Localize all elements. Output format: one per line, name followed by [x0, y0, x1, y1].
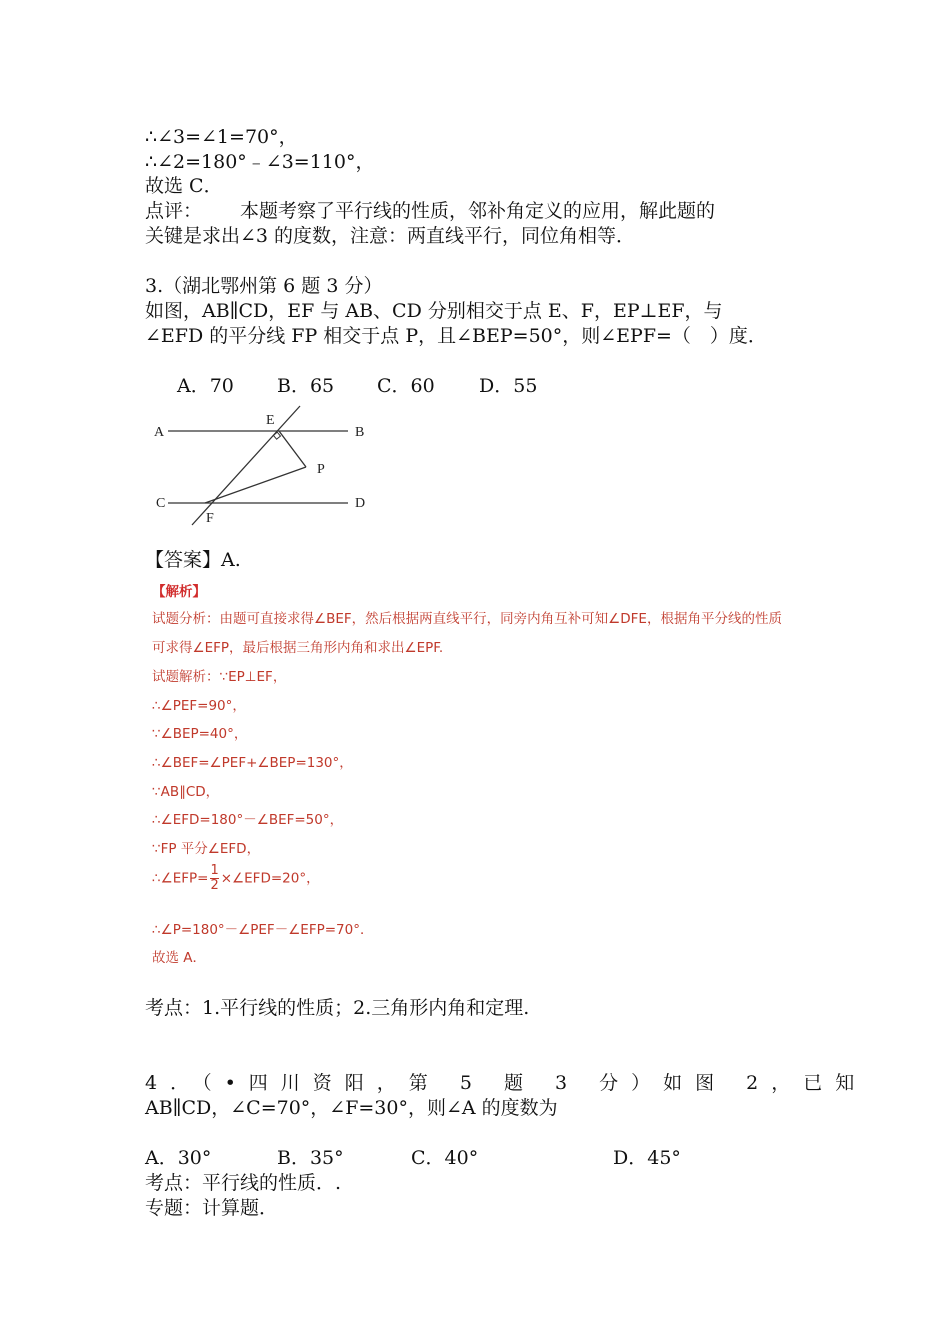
review-label: 点评：: [145, 200, 203, 222]
analysis-s2: ∴∠PEF=90°，: [152, 698, 246, 714]
q4-kaodian: 考点：平行线的性质．.: [145, 1172, 342, 1194]
analysis-title: 【解析】: [152, 584, 206, 600]
s8-pre: ∴∠EFP=: [152, 870, 209, 887]
prev-line-1: ∴∠3=∠1=70°，: [145, 126, 298, 148]
q3-option-c: C．60: [377, 375, 435, 397]
line-ef: [192, 406, 300, 525]
analysis-s6: ∴∠EFD=180°－∠BEF=50°，: [152, 812, 344, 828]
q4-option-b: B．35°: [277, 1147, 344, 1169]
q3-option-a: A．70: [177, 375, 234, 397]
q4-option-c: C．40°: [411, 1147, 479, 1169]
analysis-p2: 可求得∠EFP，最后根据三角形内角和求出∠EPF.: [152, 640, 444, 656]
label-b: B: [355, 425, 365, 440]
q3-kaodian: 考点：1.平行线的性质；2.三角形内角和定理.: [145, 997, 530, 1019]
analysis-s5: ∵AB∥CD，: [152, 784, 220, 800]
analysis-s4: ∴∠BEF=∠PEF+∠BEP=130°，: [152, 755, 353, 771]
segment-fp: [205, 467, 306, 503]
label-f: F: [206, 511, 214, 526]
s8-post: ×∠EFD=20°，: [220, 870, 320, 887]
q4-option-a: A．30°: [145, 1147, 212, 1169]
q3-answer: 【答案】A.: [145, 549, 241, 571]
analysis-s9: ∴∠P=180°－∠PEF－∠EFP=70°．: [152, 922, 374, 938]
analysis-s10: 故选 A．: [152, 950, 207, 966]
label-e: E: [266, 413, 275, 428]
q3-stem-2: ∠EFD 的平分线 FP 相交于点 P，且∠BEP=50°，则∠EPF=（ ）度．: [145, 325, 767, 347]
prev-line-2: ∴∠2=180°﹣∠3=110°，: [145, 151, 375, 173]
fraction-denominator: 2: [210, 878, 219, 893]
analysis-s3: ∵∠BEP=40°，: [152, 726, 248, 742]
segment-ep: [279, 431, 306, 467]
q3-option-d: D．55: [479, 375, 538, 397]
label-c: C: [156, 496, 166, 511]
review-line: [145, 199, 715, 223]
fraction-numerator: 1: [210, 863, 219, 878]
q3-header: 3.（湖北鄂州第 6 题 3 分）: [145, 275, 383, 297]
fraction-one-half: [210, 864, 218, 893]
analysis-s7: ∵FP 平分∠EFD，: [152, 841, 261, 857]
q3-option-b: B．65: [277, 375, 335, 397]
q4-zhuanti: 专题：计算题．: [145, 1197, 279, 1219]
label-d: D: [355, 496, 366, 511]
analysis-s1: 试题解析：∵EP⊥EF，: [152, 669, 287, 685]
q4-header: 4．（•四川资阳，第 5 题 3 分）如图 2，已知: [145, 1072, 868, 1094]
label-p: P: [317, 462, 325, 477]
prev-line-3: 故选 C．: [145, 175, 223, 197]
q3-figure: [150, 403, 380, 528]
review-text-2: 关键是求出∠3 的度数，注意：两直线平行，同位角相等．: [145, 225, 636, 247]
label-a: A: [154, 425, 165, 440]
q4-option-d: D．45°: [613, 1147, 681, 1169]
q3-stem-1: 如图，AB∥CD，EF 与 AB、CD 分别相交于点 E、F，EP⊥EF，与: [145, 300, 723, 322]
q4-stem: AB∥CD，∠C=70°，∠F=30°，则∠A 的度数为: [145, 1097, 558, 1119]
review-text-1: 本题考察了平行线的性质，邻补角定义的应用，解此题的: [240, 200, 716, 222]
analysis-p1: 试题分析：由题可直接求得∠BEF，然后根据两直线平行，同旁内角互补可知∠DFE，根据角平分线的性质: [152, 611, 782, 627]
analysis-s8: [152, 864, 320, 893]
